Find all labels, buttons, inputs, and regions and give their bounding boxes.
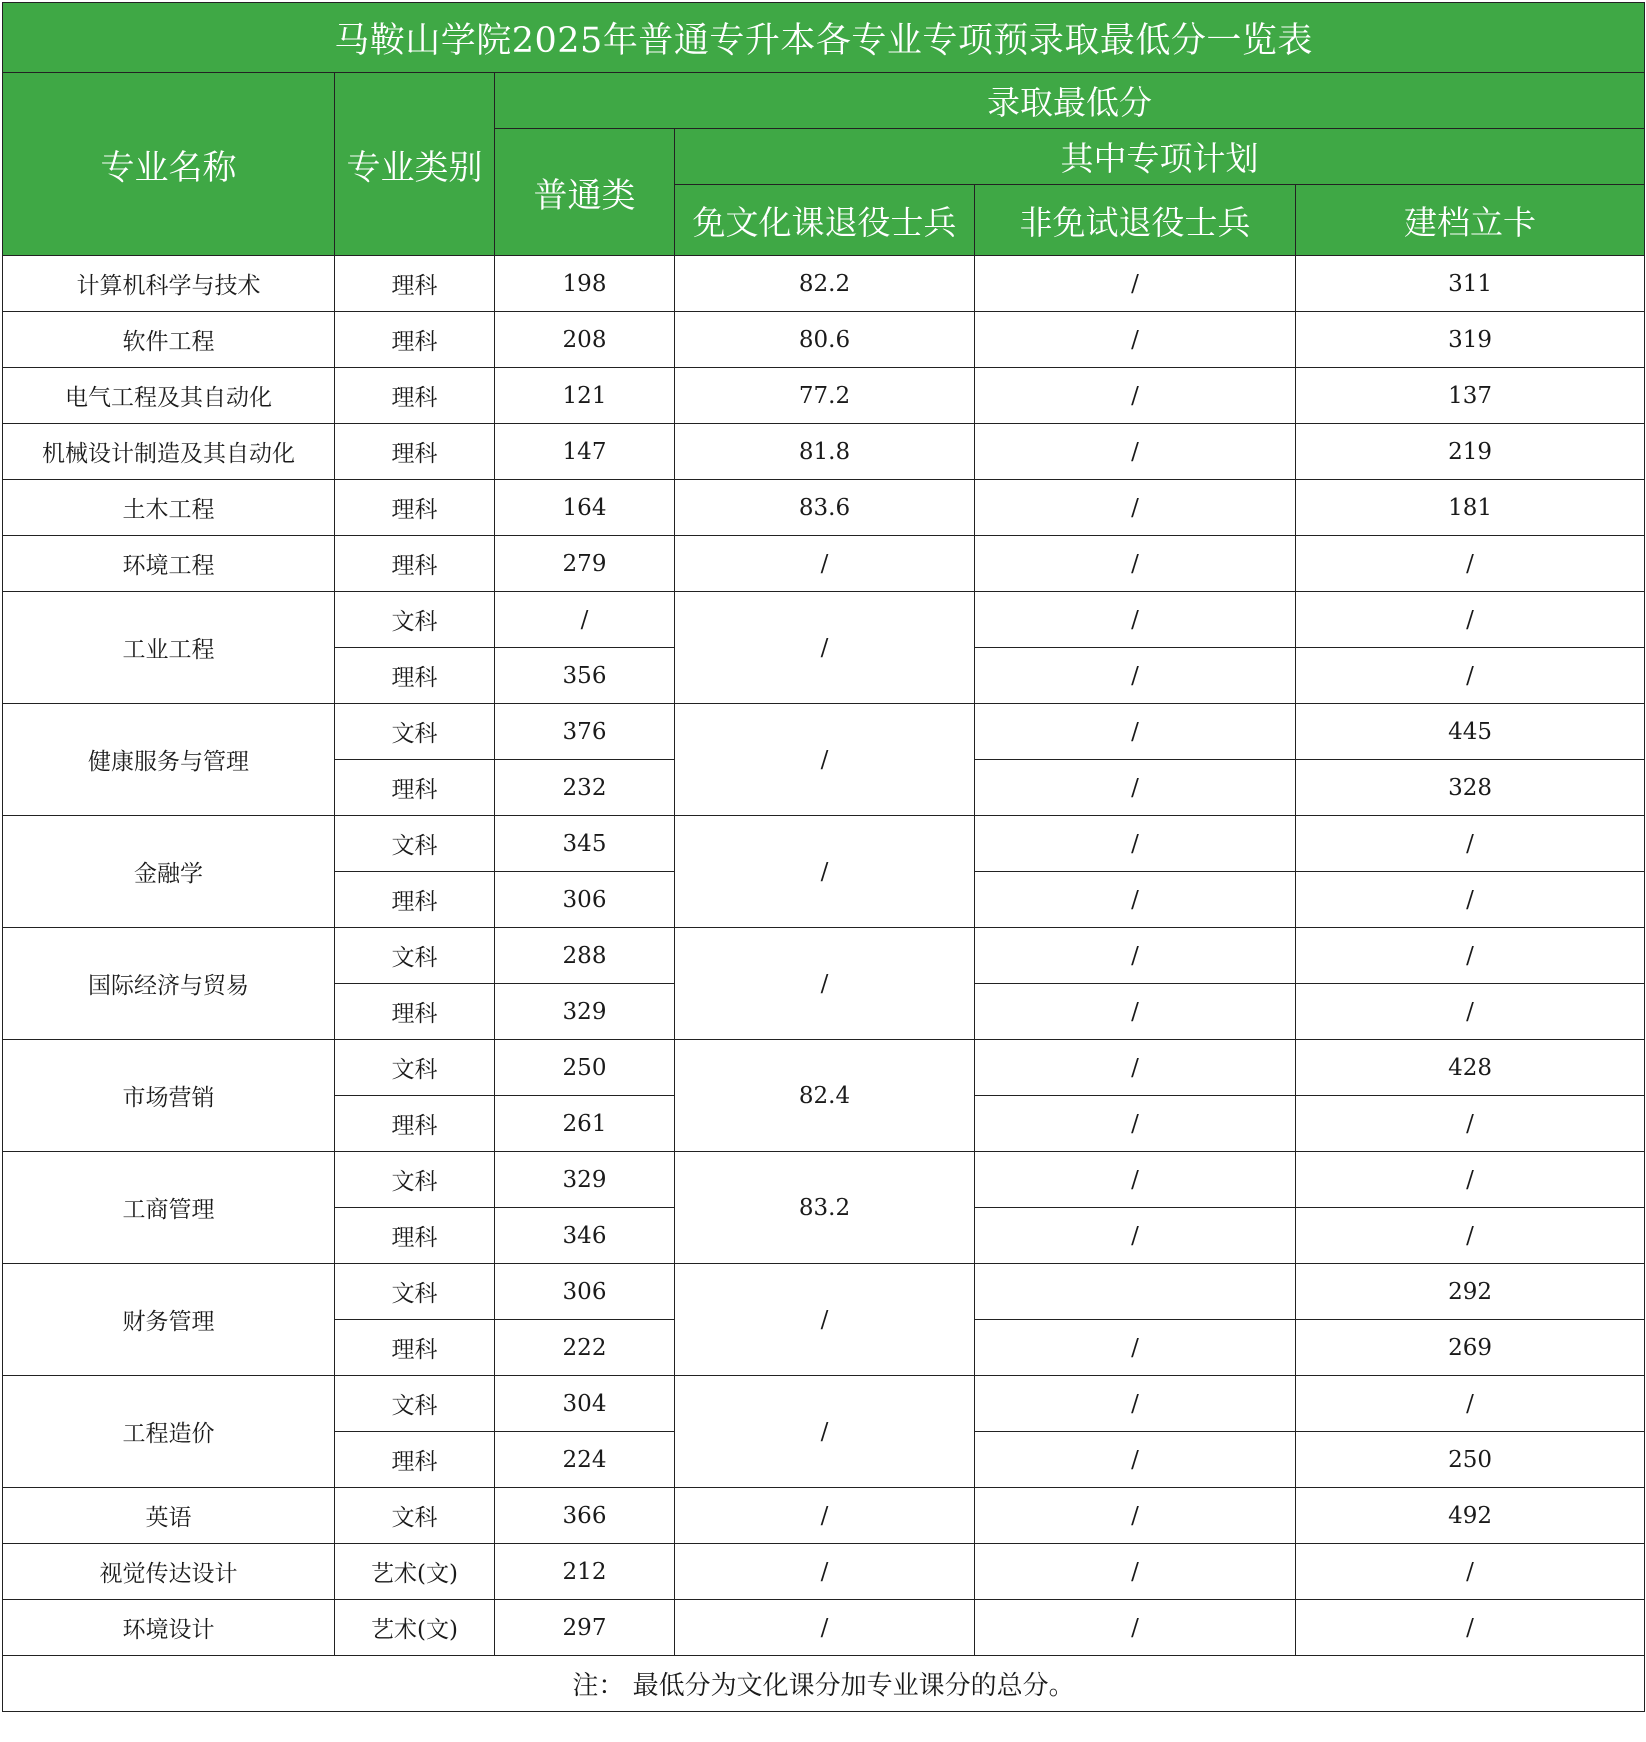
non-exempt-veteran-score-cell: / bbox=[975, 816, 1296, 872]
major-name-cell: 工业工程 bbox=[3, 592, 335, 704]
non-exempt-veteran-score-cell: / bbox=[975, 312, 1296, 368]
regular-score-cell: 329 bbox=[495, 984, 675, 1040]
non-exempt-veteran-score-cell: / bbox=[975, 760, 1296, 816]
table-row bbox=[3, 1152, 1645, 1208]
header-special-plan: 其中专项计划 bbox=[675, 129, 1645, 185]
exempt-veteran-score-cell: / bbox=[675, 928, 975, 1040]
major-category-cell: 文科 bbox=[335, 816, 495, 872]
major-category-cell: 文科 bbox=[335, 1152, 495, 1208]
major-category-cell: 文科 bbox=[335, 1488, 495, 1544]
major-category-cell: 理科 bbox=[335, 1320, 495, 1376]
exempt-veteran-score-cell: / bbox=[675, 592, 975, 704]
major-name-cell: 电气工程及其自动化 bbox=[3, 368, 335, 424]
major-name-cell: 机械设计制造及其自动化 bbox=[3, 424, 335, 480]
major-name-cell: 土木工程 bbox=[3, 480, 335, 536]
table-row bbox=[3, 1376, 1645, 1432]
regular-score-cell: 329 bbox=[495, 1152, 675, 1208]
registered-card-score-cell: 311 bbox=[1296, 256, 1645, 312]
regular-score-cell: 250 bbox=[495, 1040, 675, 1096]
non-exempt-veteran-score-cell: / bbox=[975, 648, 1296, 704]
major-category-cell: 理科 bbox=[335, 760, 495, 816]
registered-card-score-cell: 137 bbox=[1296, 368, 1645, 424]
exempt-veteran-score-cell: / bbox=[675, 1376, 975, 1488]
non-exempt-veteran-score-cell: / bbox=[975, 480, 1296, 536]
exempt-veteran-score-cell: / bbox=[675, 816, 975, 928]
registered-card-score-cell: 428 bbox=[1296, 1040, 1645, 1096]
major-name-cell: 市场营销 bbox=[3, 1040, 335, 1152]
table-row bbox=[3, 816, 1645, 872]
header-major-name: 专业名称 bbox=[3, 73, 335, 256]
major-name-cell: 计算机科学与技术 bbox=[3, 256, 335, 312]
header-regular: 普通类 bbox=[495, 129, 675, 256]
table-body bbox=[3, 256, 1645, 1656]
table-row bbox=[3, 368, 1645, 424]
major-category-cell: 理科 bbox=[335, 368, 495, 424]
regular-score-cell: / bbox=[495, 592, 675, 648]
regular-score-cell: 164 bbox=[495, 480, 675, 536]
major-category-cell: 文科 bbox=[335, 592, 495, 648]
regular-score-cell: 147 bbox=[495, 424, 675, 480]
exempt-veteran-score-cell: / bbox=[675, 704, 975, 816]
table-title: 马鞍山学院2025年普通专升本各专业专项预录取最低分一览表 bbox=[3, 3, 1645, 73]
non-exempt-veteran-score-cell: / bbox=[975, 368, 1296, 424]
major-name-cell: 健康服务与管理 bbox=[3, 704, 335, 816]
registered-card-score-cell: / bbox=[1296, 984, 1645, 1040]
table-row bbox=[3, 704, 1645, 760]
regular-score-cell: 306 bbox=[495, 1264, 675, 1320]
regular-score-cell: 198 bbox=[495, 256, 675, 312]
registered-card-score-cell: 292 bbox=[1296, 1264, 1645, 1320]
non-exempt-veteran-score-cell: / bbox=[975, 424, 1296, 480]
regular-score-cell: 304 bbox=[495, 1376, 675, 1432]
major-category-cell: 文科 bbox=[335, 1376, 495, 1432]
major-category-cell: 理科 bbox=[335, 1432, 495, 1488]
non-exempt-veteran-score-cell: / bbox=[975, 1432, 1296, 1488]
regular-score-cell: 345 bbox=[495, 816, 675, 872]
registered-card-score-cell: 319 bbox=[1296, 312, 1645, 368]
non-exempt-veteran-score-cell: / bbox=[975, 1376, 1296, 1432]
exempt-veteran-score-cell: 82.4 bbox=[675, 1040, 975, 1152]
table-row bbox=[3, 928, 1645, 984]
registered-card-score-cell: / bbox=[1296, 928, 1645, 984]
table-row bbox=[3, 1040, 1645, 1096]
admission-score-table bbox=[2, 2, 1645, 1712]
exempt-veteran-score-cell: 82.2 bbox=[675, 256, 975, 312]
table-row bbox=[3, 536, 1645, 592]
exempt-veteran-score-cell: 81.8 bbox=[675, 424, 975, 480]
major-category-cell: 艺术(文) bbox=[335, 1544, 495, 1600]
major-category-cell: 理科 bbox=[335, 1096, 495, 1152]
table-row bbox=[3, 1488, 1645, 1544]
table-row bbox=[3, 424, 1645, 480]
non-exempt-veteran-score-cell: / bbox=[975, 872, 1296, 928]
exempt-veteran-score-cell: 77.2 bbox=[675, 368, 975, 424]
regular-score-cell: 224 bbox=[495, 1432, 675, 1488]
major-category-cell: 艺术(文) bbox=[335, 1600, 495, 1656]
registered-card-score-cell: / bbox=[1296, 592, 1645, 648]
non-exempt-veteran-score-cell: / bbox=[975, 1208, 1296, 1264]
table-row bbox=[3, 1544, 1645, 1600]
exempt-veteran-score-cell: / bbox=[675, 1544, 975, 1600]
registered-card-score-cell: 492 bbox=[1296, 1488, 1645, 1544]
registered-card-score-cell: / bbox=[1296, 1376, 1645, 1432]
registered-card-score-cell: 445 bbox=[1296, 704, 1645, 760]
non-exempt-veteran-score-cell bbox=[975, 1264, 1296, 1320]
regular-score-cell: 279 bbox=[495, 536, 675, 592]
major-category-cell: 理科 bbox=[335, 424, 495, 480]
major-category-cell: 理科 bbox=[335, 536, 495, 592]
regular-score-cell: 288 bbox=[495, 928, 675, 984]
major-name-cell: 英语 bbox=[3, 1488, 335, 1544]
table-row bbox=[3, 312, 1645, 368]
exempt-veteran-score-cell: / bbox=[675, 1488, 975, 1544]
registered-card-score-cell: / bbox=[1296, 648, 1645, 704]
non-exempt-veteran-score-cell: / bbox=[975, 536, 1296, 592]
non-exempt-veteran-score-cell: / bbox=[975, 1600, 1296, 1656]
registered-card-score-cell: / bbox=[1296, 872, 1645, 928]
header-non-exempt-veteran: 非免试退役士兵 bbox=[975, 185, 1296, 256]
registered-card-score-cell: 269 bbox=[1296, 1320, 1645, 1376]
major-category-cell: 理科 bbox=[335, 480, 495, 536]
major-category-cell: 文科 bbox=[335, 1264, 495, 1320]
major-name-cell: 软件工程 bbox=[3, 312, 335, 368]
non-exempt-veteran-score-cell: / bbox=[975, 1544, 1296, 1600]
registered-card-score-cell: / bbox=[1296, 536, 1645, 592]
major-category-cell: 文科 bbox=[335, 928, 495, 984]
table-note: 注： 最低分为文化课分加专业课分的总分。 bbox=[3, 1656, 1645, 1712]
major-category-cell: 文科 bbox=[335, 1040, 495, 1096]
regular-score-cell: 356 bbox=[495, 648, 675, 704]
regular-score-cell: 306 bbox=[495, 872, 675, 928]
registered-card-score-cell: 328 bbox=[1296, 760, 1645, 816]
non-exempt-veteran-score-cell: / bbox=[975, 1320, 1296, 1376]
non-exempt-veteran-score-cell: / bbox=[975, 1152, 1296, 1208]
registered-card-score-cell: / bbox=[1296, 1096, 1645, 1152]
major-category-cell: 理科 bbox=[335, 872, 495, 928]
non-exempt-veteran-score-cell: / bbox=[975, 1040, 1296, 1096]
header-exempt-veteran: 免文化课退役士兵 bbox=[675, 185, 975, 256]
major-category-cell: 理科 bbox=[335, 312, 495, 368]
registered-card-score-cell: / bbox=[1296, 1152, 1645, 1208]
major-name-cell: 视觉传达设计 bbox=[3, 1544, 335, 1600]
registered-card-score-cell: / bbox=[1296, 816, 1645, 872]
regular-score-cell: 346 bbox=[495, 1208, 675, 1264]
non-exempt-veteran-score-cell: / bbox=[975, 1488, 1296, 1544]
major-category-cell: 理科 bbox=[335, 1208, 495, 1264]
regular-score-cell: 121 bbox=[495, 368, 675, 424]
major-name-cell: 环境设计 bbox=[3, 1600, 335, 1656]
exempt-veteran-score-cell: / bbox=[675, 1264, 975, 1376]
registered-card-score-cell: / bbox=[1296, 1600, 1645, 1656]
major-name-cell: 工商管理 bbox=[3, 1152, 335, 1264]
exempt-veteran-score-cell: / bbox=[675, 1600, 975, 1656]
registered-card-score-cell: 219 bbox=[1296, 424, 1645, 480]
non-exempt-veteran-score-cell: / bbox=[975, 984, 1296, 1040]
non-exempt-veteran-score-cell: / bbox=[975, 928, 1296, 984]
registered-card-score-cell: / bbox=[1296, 1208, 1645, 1264]
exempt-veteran-score-cell: / bbox=[675, 536, 975, 592]
registered-card-score-cell: 250 bbox=[1296, 1432, 1645, 1488]
exempt-veteran-score-cell: 83.2 bbox=[675, 1152, 975, 1264]
regular-score-cell: 212 bbox=[495, 1544, 675, 1600]
major-name-cell: 金融学 bbox=[3, 816, 335, 928]
table-row bbox=[3, 1600, 1645, 1656]
table-row bbox=[3, 480, 1645, 536]
major-name-cell: 国际经济与贸易 bbox=[3, 928, 335, 1040]
registered-card-score-cell: 181 bbox=[1296, 480, 1645, 536]
table-row bbox=[3, 1264, 1645, 1320]
regular-score-cell: 222 bbox=[495, 1320, 675, 1376]
non-exempt-veteran-score-cell: / bbox=[975, 1096, 1296, 1152]
header-min-score: 录取最低分 bbox=[495, 73, 1645, 129]
regular-score-cell: 208 bbox=[495, 312, 675, 368]
table-row bbox=[3, 592, 1645, 648]
major-category-cell: 理科 bbox=[335, 648, 495, 704]
non-exempt-veteran-score-cell: / bbox=[975, 256, 1296, 312]
major-name-cell: 环境工程 bbox=[3, 536, 335, 592]
major-name-cell: 财务管理 bbox=[3, 1264, 335, 1376]
regular-score-cell: 261 bbox=[495, 1096, 675, 1152]
regular-score-cell: 297 bbox=[495, 1600, 675, 1656]
regular-score-cell: 376 bbox=[495, 704, 675, 760]
major-name-cell: 工程造价 bbox=[3, 1376, 335, 1488]
header-registered-card: 建档立卡 bbox=[1296, 185, 1645, 256]
exempt-veteran-score-cell: 80.6 bbox=[675, 312, 975, 368]
major-category-cell: 理科 bbox=[335, 984, 495, 1040]
major-category-cell: 理科 bbox=[335, 256, 495, 312]
regular-score-cell: 232 bbox=[495, 760, 675, 816]
header-major-category: 专业类别 bbox=[335, 73, 495, 256]
table-row bbox=[3, 256, 1645, 312]
regular-score-cell: 366 bbox=[495, 1488, 675, 1544]
major-category-cell: 文科 bbox=[335, 704, 495, 760]
non-exempt-veteran-score-cell: / bbox=[975, 704, 1296, 760]
registered-card-score-cell: / bbox=[1296, 1544, 1645, 1600]
non-exempt-veteran-score-cell: / bbox=[975, 592, 1296, 648]
exempt-veteran-score-cell: 83.6 bbox=[675, 480, 975, 536]
